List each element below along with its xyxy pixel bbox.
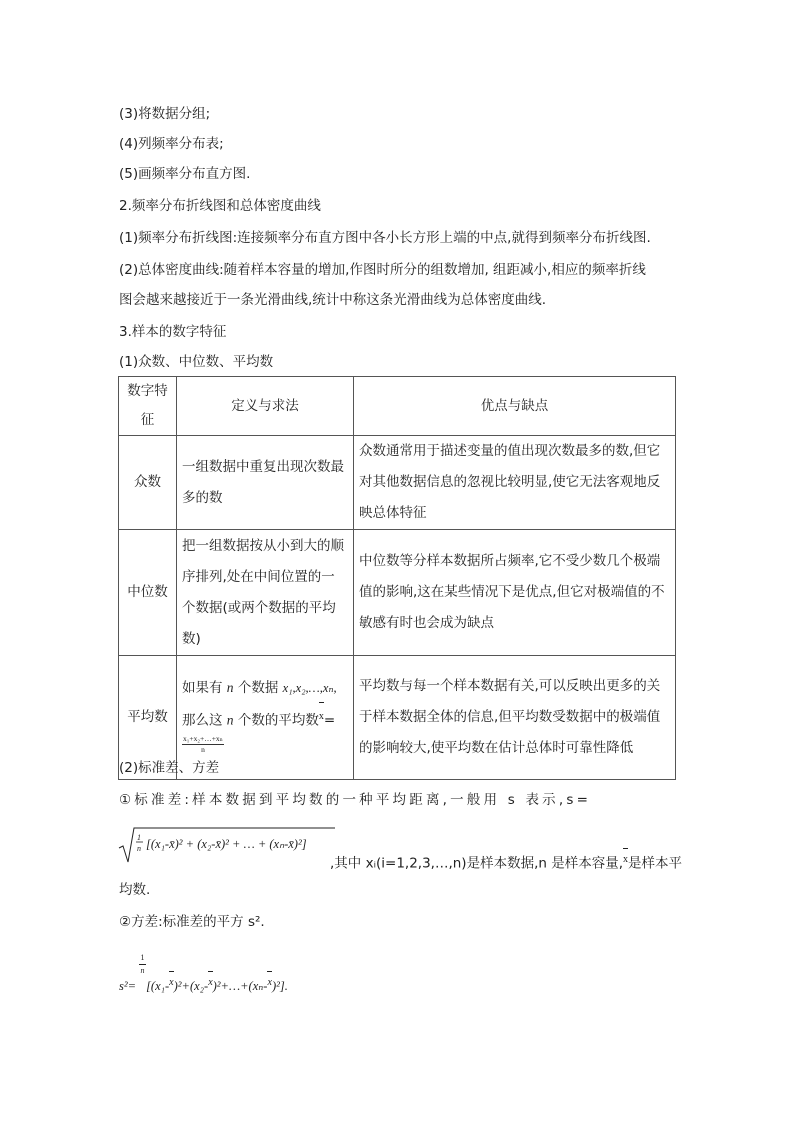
mean-def-part-d: 个数的平均数 xyxy=(237,712,319,729)
table-header-row xyxy=(119,377,676,436)
table-row xyxy=(119,530,676,656)
mean-def-n: n xyxy=(226,680,234,696)
std-dev-explanation xyxy=(330,850,682,874)
variance-xbar-1: x xyxy=(169,973,173,993)
std-dev-explanation-end: 均数. xyxy=(119,882,151,898)
row-feature-name: 中位数 xyxy=(119,530,177,656)
std-dev-formula xyxy=(117,826,337,870)
mean-fraction xyxy=(182,734,224,755)
std-dev-definition: ①标准差:样本数据到平均数的一种平均距离,一般用 s 表示,s= xyxy=(119,792,592,808)
table-header-evaluation: 优点与缺点 xyxy=(354,377,676,436)
std-after-1: ,其中 xᵢ(i=1,2,3,…,n)是样本数据,n 是样本容量, xyxy=(330,855,623,872)
row-definition: 一组数据中重复出现次数最多的数 xyxy=(177,436,354,530)
mean-def-equals: = xyxy=(323,712,336,729)
line-graph-definition: (1)频率分布折线图:连接频率分布直方图中各小长方形上端的中点,就得到频率分布折线图. xyxy=(119,230,651,246)
variance-xbar-3: x xyxy=(267,973,271,993)
variance-formula: s²= [(x₁- x)²+(x₂- x)²+…+(xₙ- x)²]. xyxy=(119,973,288,996)
step-3-text: (3)将数据分组; xyxy=(119,106,211,122)
row-evaluation: 众数通常用于描述变量的值出现次数最多的数,但它对其他数据信息的忽视比较明显,使它无法客观地反映总体特征 xyxy=(354,436,676,530)
row-evaluation: 中位数等分样本数据所占频率,它不受少数几个极端值的影响,这在某些情况下是优点,但它对极端值的不敏感有时也会成为缺点 xyxy=(354,530,676,656)
row-definition: 把一组数据按从小到大的顺序排列,处在中间位置的一个数据(或两个数据的平均数) xyxy=(177,530,354,656)
table-header-feature: 数字特征 xyxy=(119,377,177,436)
subsection-2-heading: (2)标准差、方差 xyxy=(119,760,220,776)
numerical-features-table xyxy=(118,376,676,780)
mean-fraction-denominator: n xyxy=(201,744,205,754)
svg-text:n: n xyxy=(137,844,141,853)
section-3-heading: 3.样本的数字特征 xyxy=(119,324,227,340)
row-feature-name: 众数 xyxy=(119,436,177,530)
mean-xbar-symbol: x xyxy=(319,704,324,730)
subsection-1-heading: (1)众数、中位数、平均数 xyxy=(119,354,274,370)
std-xbar-symbol: x xyxy=(623,850,628,870)
mean-fraction-numerator: x₁+x₂+…+xₙ xyxy=(183,733,223,743)
mean-def-part-b: 个数据 xyxy=(237,680,279,697)
step-4-text: (4)列频率分布表; xyxy=(119,136,224,152)
table-header-definition: 定义与求法 xyxy=(177,377,354,436)
section-2-heading: 2.频率分布折线图和总体密度曲线 xyxy=(119,198,321,214)
mean-def-part-a: 如果有 xyxy=(182,680,223,697)
density-curve-line-1: (2)总体密度曲线:随着样本容量的增加,作图时所分的组数增加, 组距减小,相应的频率折线 xyxy=(119,262,646,278)
row-feature-name: 平均数 xyxy=(119,656,177,780)
variance-definition: ②方差:标准差的平方 s². xyxy=(119,914,265,930)
mean-def-part-c: 那么这 xyxy=(182,712,223,729)
step-5-text: (5)画频率分布直方图. xyxy=(119,166,251,182)
mean-def-n-2: n xyxy=(226,712,234,728)
std-formula-text: [(x₁-x̄)² + (x₂-x̄)² + … + (xₙ-x̄)²] xyxy=(146,837,307,851)
variance-xbar-2: x xyxy=(208,973,212,993)
table-row xyxy=(119,436,676,530)
density-curve-line-2: 图会越来越接近于一条光滑曲线,统计中称这条光滑曲线为总体密度曲线. xyxy=(119,292,547,308)
variance-fraction: 1 n xyxy=(140,953,145,975)
std-after-2: 是样本平 xyxy=(628,855,682,872)
sqrt-formula-graphic xyxy=(117,826,337,866)
svg-text:1: 1 xyxy=(137,833,141,842)
mean-def-variables: x₁,x₂,…,xₙ, xyxy=(282,681,337,696)
row-evaluation: 平均数与每一个样本数据有关,可以反映出更多的关于样本数据全体的信息,但平均数受数据中的极端值的影响较大,使平均数在估计总体时可靠性降低 xyxy=(354,656,676,780)
